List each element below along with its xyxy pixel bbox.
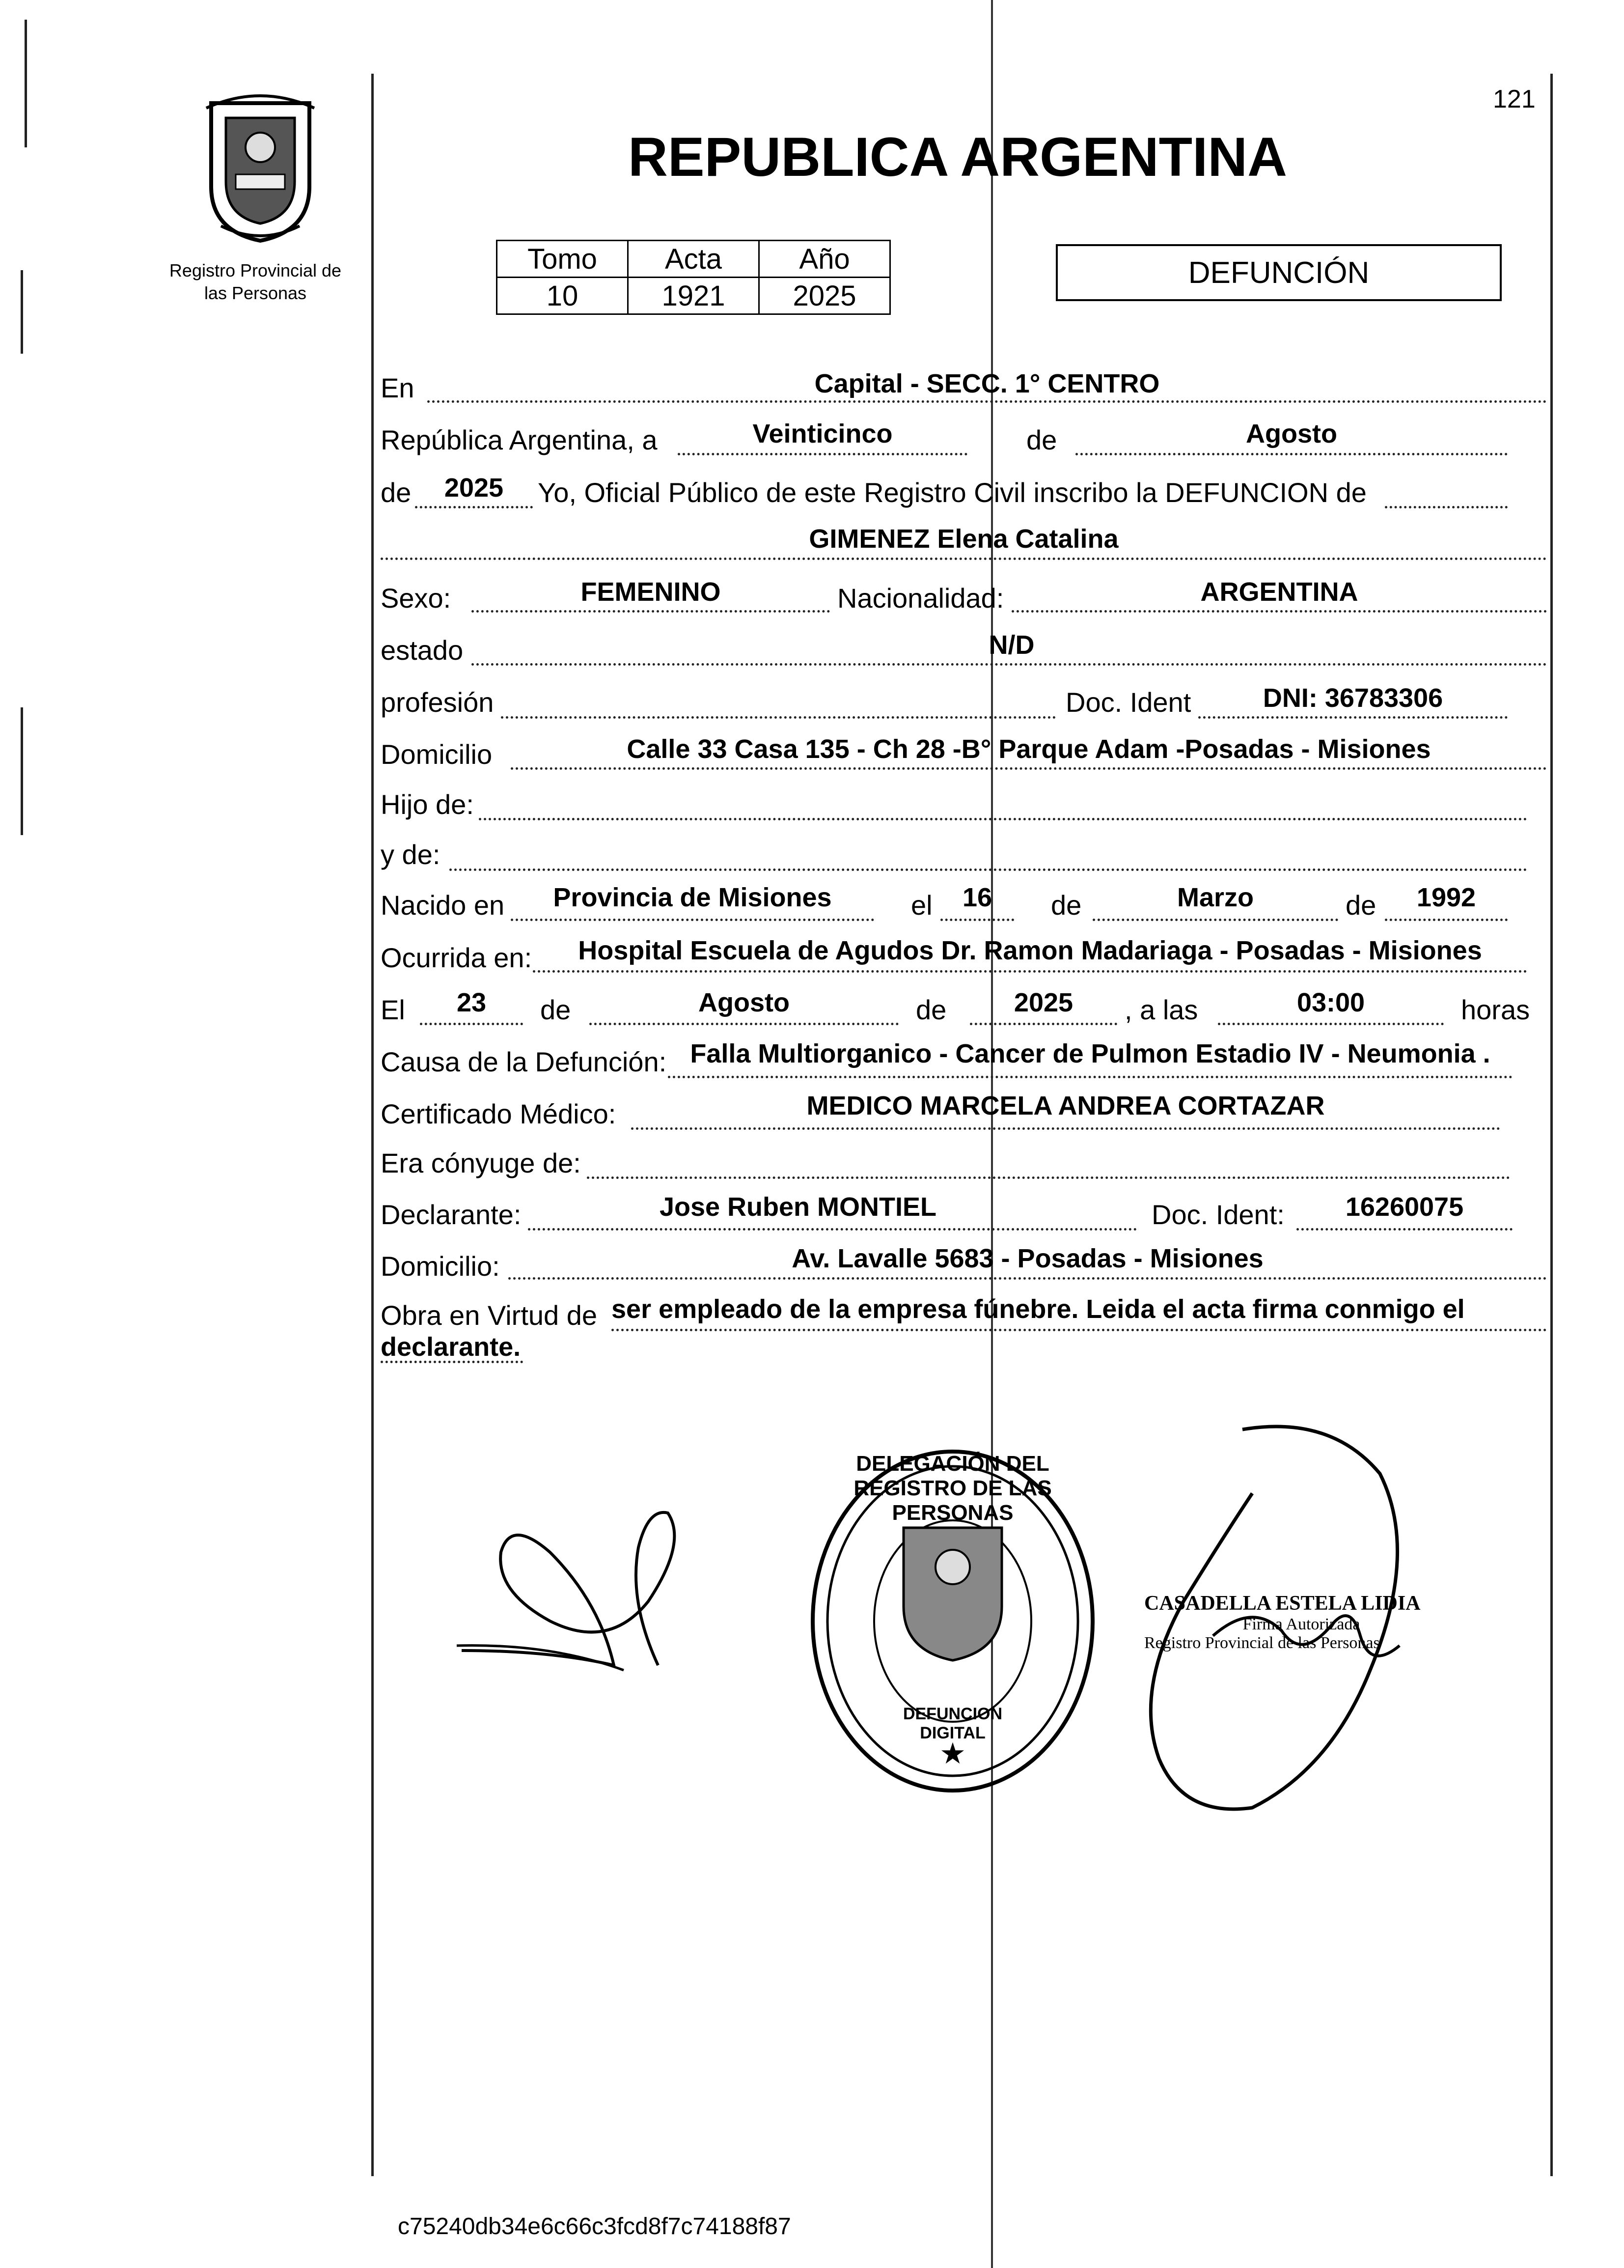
de-death-year-label: de xyxy=(916,994,947,1025)
yo-dots xyxy=(1385,506,1508,508)
y-de-dots xyxy=(449,868,1527,871)
el-cap-label: El xyxy=(381,994,405,1025)
declarante-dots xyxy=(528,1228,1137,1231)
declarante-label: Declarante: xyxy=(381,1199,522,1230)
death-month: Agosto xyxy=(698,988,790,1017)
scan-fold-line xyxy=(991,0,993,2268)
birth-day-dots xyxy=(940,919,1014,921)
death-year-dots xyxy=(970,1023,1117,1025)
tomo-value: 10 xyxy=(497,278,628,314)
seal-outer-text: DELEGACIÓN DEL REGISTRO DE LAS PERSONAS xyxy=(853,1452,1052,1525)
yo-text: Yo, Oficial Público de este Registro Civil inscribo la DEFUNCION de xyxy=(538,477,1367,508)
en-label: En xyxy=(381,372,414,403)
office-name-line1: Registro Provincial de xyxy=(169,260,342,280)
domicilio-dots xyxy=(511,767,1547,770)
scan-edge-mark xyxy=(21,707,23,835)
sexo-label: Sexo: xyxy=(381,583,451,614)
page-number: 121 xyxy=(1493,85,1536,113)
el-label: el xyxy=(911,890,933,921)
sexo-value: FEMENINO xyxy=(580,577,721,607)
domicilio-label: Domicilio xyxy=(381,739,493,770)
record-table xyxy=(496,240,891,315)
nacido-dots xyxy=(511,919,874,921)
doc-ident-dots xyxy=(1198,716,1508,719)
year: 2025 xyxy=(444,473,504,503)
year-dots xyxy=(415,506,533,508)
birth-month: Marzo xyxy=(1177,883,1254,912)
obra-value-2: declarante. xyxy=(381,1332,521,1362)
domicilio2-label: Domicilio: xyxy=(381,1251,500,1282)
tomo-header: Tomo xyxy=(497,241,628,278)
deceased-name: GIMENEZ Elena Catalina xyxy=(809,524,1119,554)
estado-value: N/D xyxy=(989,630,1035,660)
acta-header: Acta xyxy=(628,241,759,278)
month-dots xyxy=(1075,453,1508,455)
scan-edge-mark xyxy=(25,20,27,147)
office-name-line2: las Personas xyxy=(204,283,307,303)
en-dots xyxy=(427,400,1547,403)
declarant-signature xyxy=(452,1503,727,1680)
death-year: 2025 xyxy=(1014,988,1073,1017)
obra-label: Obra en Virtud de xyxy=(381,1300,598,1331)
nacionalidad-dots xyxy=(1012,610,1547,613)
document-title: REPUBLICA ARGENTINA xyxy=(628,126,1287,188)
causa-dots xyxy=(668,1076,1513,1078)
domicilio2-dots xyxy=(508,1277,1547,1280)
svg-text:★: ★ xyxy=(939,1736,966,1771)
name-dots xyxy=(381,558,1547,560)
certificado-label: Certificado Médico: xyxy=(381,1098,616,1129)
nacionalidad-value: ARGENTINA xyxy=(1200,577,1358,607)
conyuge-dots xyxy=(587,1176,1510,1179)
official-stamp-name: CASADELLA ESTELA LIDIA xyxy=(1144,1592,1421,1615)
estado-label: estado xyxy=(381,635,464,666)
de-birth-year-label: de xyxy=(1346,890,1376,921)
profesion-dots xyxy=(501,716,1056,719)
certificado-value: MEDICO MARCELA ANDREA CORTAZAR xyxy=(806,1091,1325,1120)
estado-dots xyxy=(471,663,1547,666)
death-time-dots xyxy=(1218,1023,1444,1025)
obra-dots xyxy=(611,1329,1547,1331)
scan-edge-mark xyxy=(21,270,23,354)
footer-hash: c75240db34e6c66c3fcd8f7c74188f87 xyxy=(398,2213,791,2240)
death-time: 03:00 xyxy=(1296,988,1365,1017)
de-year-label: de xyxy=(381,477,412,508)
anio-value: 2025 xyxy=(759,278,890,314)
province-logo xyxy=(192,88,329,246)
obra-value-1: ser empleado de la empresa fúnebre. Leida el acta firma conmigo el xyxy=(611,1294,1465,1324)
certificado-dots xyxy=(631,1127,1500,1130)
declarante-value: Jose Ruben MONTIEL xyxy=(659,1192,937,1222)
de-birth-month-label: de xyxy=(1051,890,1082,921)
birth-day: 16 xyxy=(962,883,992,912)
domicilio-value: Calle 33 Casa 135 - Ch 28 -B° Parque Adam -Posadas - Misiones xyxy=(627,734,1431,764)
death-month-dots xyxy=(589,1023,899,1025)
acta-value: 1921 xyxy=(628,278,759,314)
record-type: DEFUNCIÓN xyxy=(1188,255,1370,290)
birth-year: 1992 xyxy=(1416,883,1476,912)
hijo-dots xyxy=(479,818,1527,820)
en-value: Capital - SECC. 1° CENTRO xyxy=(814,369,1160,398)
conyuge-label: Era cónyuge de: xyxy=(381,1148,581,1178)
official-stamp-title: Firma Autorizada xyxy=(1242,1615,1360,1633)
nacionalidad-label: Nacionalidad: xyxy=(837,583,1004,614)
nacido-place: Provincia de Misiones xyxy=(553,883,832,912)
month: Agosto xyxy=(1246,419,1337,448)
republica-label: República Argentina, a xyxy=(381,424,658,455)
official-stamp xyxy=(1144,1592,1459,1652)
day-words-dots xyxy=(678,453,967,455)
official-stamp-office: Registro Provincial de las Personas xyxy=(1144,1634,1380,1652)
doc-ident2-dots xyxy=(1296,1228,1513,1231)
causa-label: Causa de la Defunción: xyxy=(381,1046,667,1077)
doc-ident2-value: 16260075 xyxy=(1345,1192,1464,1222)
record-type-box xyxy=(1056,244,1502,301)
ocurrida-dots xyxy=(533,970,1527,973)
causa-value: Falla Multiorganico - Cancer de Pulmon Estadio IV - Neumonia . xyxy=(690,1039,1490,1068)
birth-year-dots xyxy=(1385,919,1508,921)
day-words: Veinticinco xyxy=(752,419,893,448)
death-day-dots xyxy=(420,1023,523,1025)
de-label: de xyxy=(1026,424,1057,455)
doc-ident-label: Doc. Ident xyxy=(1066,687,1191,718)
profesion-label: profesión xyxy=(381,687,494,718)
sexo-dots xyxy=(471,610,830,613)
de-death-month-label: de xyxy=(540,994,571,1025)
ocurrida-label: Ocurrida en: xyxy=(381,942,532,973)
doc-ident-value: DNI: 36783306 xyxy=(1263,683,1443,713)
nacido-label: Nacido en xyxy=(381,890,505,921)
anio-header: Año xyxy=(759,241,890,278)
a-las-label: , a las xyxy=(1125,994,1198,1025)
birth-month-dots xyxy=(1093,919,1338,921)
form-left-border xyxy=(371,74,374,2176)
seal-inner-text: DEFUNCION DIGITAL xyxy=(903,1705,1003,1742)
y-de-label: y de: xyxy=(381,839,440,870)
ocurrida-value: Hospital Escuela de Agudos Dr. Ramon Madariaga - Posadas - Misiones xyxy=(578,936,1482,965)
doc-ident2-label: Doc. Ident: xyxy=(1152,1199,1285,1230)
horas-label: horas xyxy=(1461,994,1530,1025)
form-right-border xyxy=(1550,74,1553,2176)
death-day: 23 xyxy=(456,988,487,1017)
hijo-label: Hijo de: xyxy=(381,789,474,820)
office-name xyxy=(147,259,363,305)
domicilio2-value: Av. Lavalle 5683 - Posadas - Misiones xyxy=(792,1244,1264,1273)
obra-dots-2 xyxy=(381,1361,523,1363)
